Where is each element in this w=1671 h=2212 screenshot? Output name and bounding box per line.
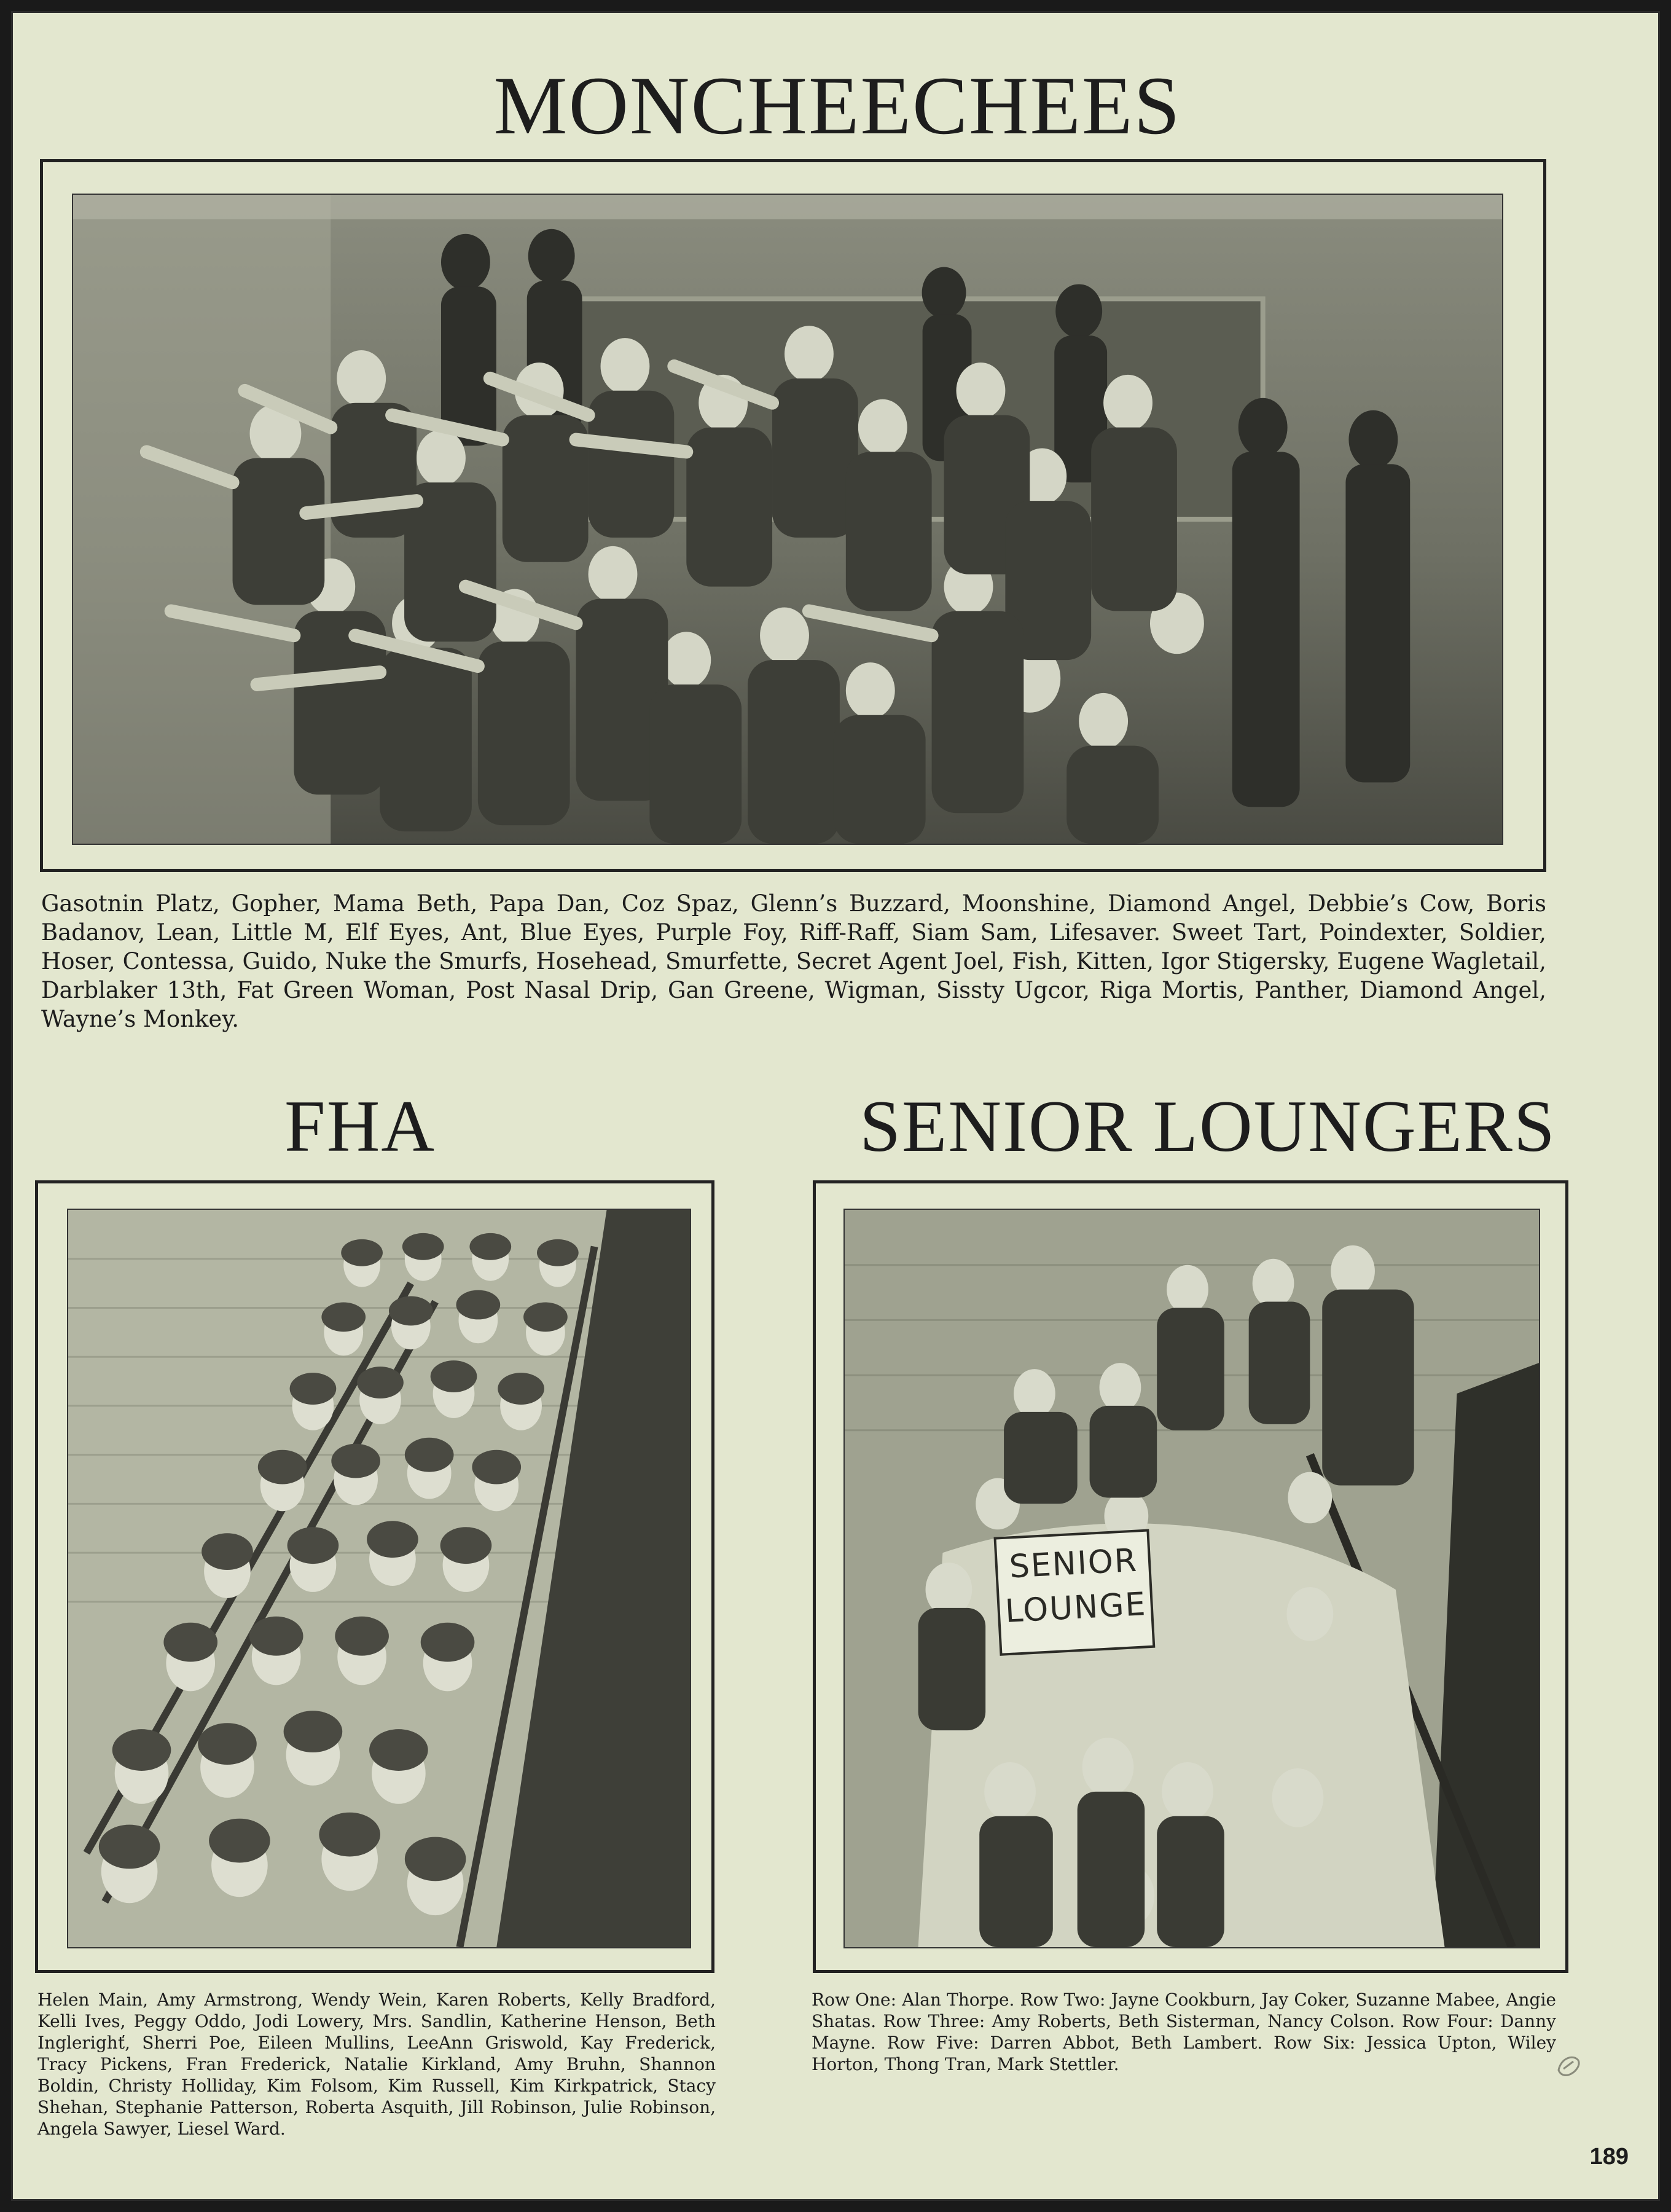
senior-loungers-group-photo [843, 1209, 1540, 1948]
senior-lounge-sign [996, 1538, 1155, 1650]
ink-smudge-mark [1555, 2052, 1582, 2079]
fha-group-photo [67, 1209, 691, 1948]
senior-loungers-heading: SENIOR LOUNGERS [859, 1085, 1556, 1167]
sign-line-lounge: LOUNGE [1004, 1585, 1148, 1630]
sign-line-senior: SENIOR [1008, 1542, 1139, 1586]
moncheechees-caption: Gasotnin Platz, Gopher, Mama Beth, Papa Dan, Coz Spaz, Glenn’s Buzzard, Moonshine, Diamond Angel, Debbie’s Cow, Boris Badanov, Lean, Little M, Elf Eyes, Ant, Blue Eyes, Purple Foy, Riff-Raff, Siam Sam, Lifesaver. Sweet Tart, Poindexter, Soldier, Hoser, Contessa, Guido, Nuke the Smurfs, Hosehead, Smurfette, Secret Agent Joel, Fish, Kitten, Igor Stigersky, Eugene Wagletail, Darblaker 13th, Fat Green Woman, Post Nasal Drip, Gan Greene, Wigman, Sissty Ugcor, Riga Mortis, Panther, Diamond Angel, Wayne’s Monkey. [41, 890, 1546, 1032]
moncheechees-group-photo [72, 194, 1503, 845]
senior-loungers-caption: Row One: Alan Thorpe. Row Two: Jayne Cookburn, Jay Coker, Suzanne Mabee, Angie Shatas. Row Three: Amy Roberts, Beth Sisterman, Nancy Colson. Row Four: Danny Mayne. Row Five: Darren Abbot, Beth Lambert. Row Six: Jessica Upton, Wiley Horton, Thong Tran, Mark Stettler. [812, 1990, 1556, 2074]
fha-caption: Helen Main, Amy Armstrong, Wendy Wein, Karen Roberts, Kelly Bradford, Kelli Ives, Peggy Oddo, Jodi Lowery, Mrs. Sandlin, Katherine Henson, Beth Inglerighť, Sherri Poe, Eileen Mullins, LeeAnn Griswold, Kay Frederick, Tracy Pickens, Fran Frederick, Natalie Kirkland, Amy Bruhn, Shannon Boldin, Christy Holliday, Kim Folsom, Kim Russell, Kim Kirkpatrick, Stacy Shehan, Stephanie Patterson, Roberta Asquith, Jill Robinson, Julie Robinson, Angela Sawyer, Liesel Ward. [37, 1990, 716, 2139]
page-number: 189 [1589, 2144, 1629, 2170]
moncheechees-heading: MONCHEECHEES [493, 60, 1181, 152]
yearbook-page [11, 11, 1660, 2201]
fha-heading: FHA [284, 1085, 436, 1167]
